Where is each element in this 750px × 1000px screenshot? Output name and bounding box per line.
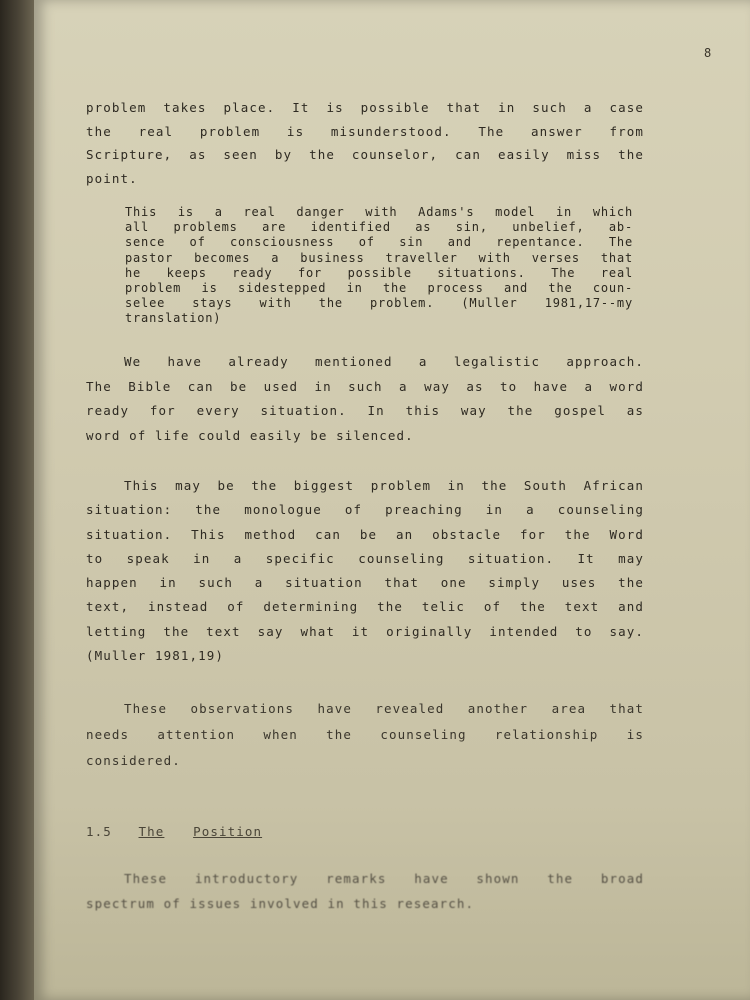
text-line: situation. This method can be an obstacle for the Word — [86, 526, 644, 542]
section-title-word: The — [138, 824, 165, 839]
text-line: letting the text say what it originally intended to say. — [86, 623, 644, 639]
document-page — [34, 0, 750, 1000]
quote-line: selee stays with the problem. (Muller 1981,17--my — [125, 296, 633, 311]
text-line: ready for every situation. In this way the gospel as — [86, 403, 644, 418]
text-line: considered. — [86, 753, 181, 768]
section-number: 1.5 — [86, 824, 112, 839]
text-line: situation: the monologue of preaching in a counseling — [86, 502, 644, 518]
text-line: The Bible can be used in such a way as to have a word — [86, 378, 644, 394]
text-line: These observations have revealed another area that — [124, 701, 644, 716]
text-line: word of life could easily be silenced. — [86, 427, 414, 443]
text-line: (Muller 1981,19) — [86, 648, 225, 664]
text-line: the real problem is misunderstood. The answer from — [86, 123, 644, 139]
quote-line: translation) — [125, 311, 222, 326]
text-line: spectrum of issues involved in this research. — [86, 896, 475, 911]
book-binding — [0, 0, 34, 1000]
paragraph-legalistic-approach — [86, 350, 644, 448]
text-line: to speak in a specific counseling situation. It may — [86, 550, 644, 566]
text-line: These introductory remarks have shown the broad — [124, 871, 644, 886]
quote-line: This is a real danger with Adams's model in which — [125, 205, 633, 219]
paragraph-continuation — [86, 96, 644, 190]
text-line: text, instead of determining the telic of the text and — [86, 599, 644, 615]
text-line: This may be the biggest problem in the South African — [124, 478, 644, 493]
quote-line: problem is sidestepped in the process and the coun- — [125, 281, 633, 296]
text-line: problem takes place. It is possible that in such a case — [86, 100, 644, 115]
quote-line: pastor becomes a business traveller with verses that — [125, 250, 633, 265]
section-title-word: Position — [193, 824, 263, 839]
text-line: happen in such a situation that one simply uses the — [86, 575, 644, 591]
page-number: 8 — [704, 46, 712, 60]
paragraph-observations — [86, 696, 644, 774]
quote-line: sence of consciousness of sin and repentance. The — [125, 235, 633, 250]
paragraph-south-african-situation — [86, 474, 644, 668]
quote-line: he keeps ready for possible situations. The real — [125, 265, 633, 280]
paragraph-introductory-remarks — [86, 866, 644, 916]
text-line: point. — [86, 170, 138, 186]
section-heading — [86, 824, 282, 839]
text-line: We have already mentioned a legalistic approach. — [124, 354, 644, 369]
text-line: Scripture, as seen by the counselor, can easily miss the — [86, 147, 644, 162]
quote-line: all problems are identified as sin, unbelief, ab- — [125, 220, 633, 235]
text-line: needs attention when the counseling relationship is — [86, 727, 644, 742]
block-quote — [125, 205, 633, 327]
